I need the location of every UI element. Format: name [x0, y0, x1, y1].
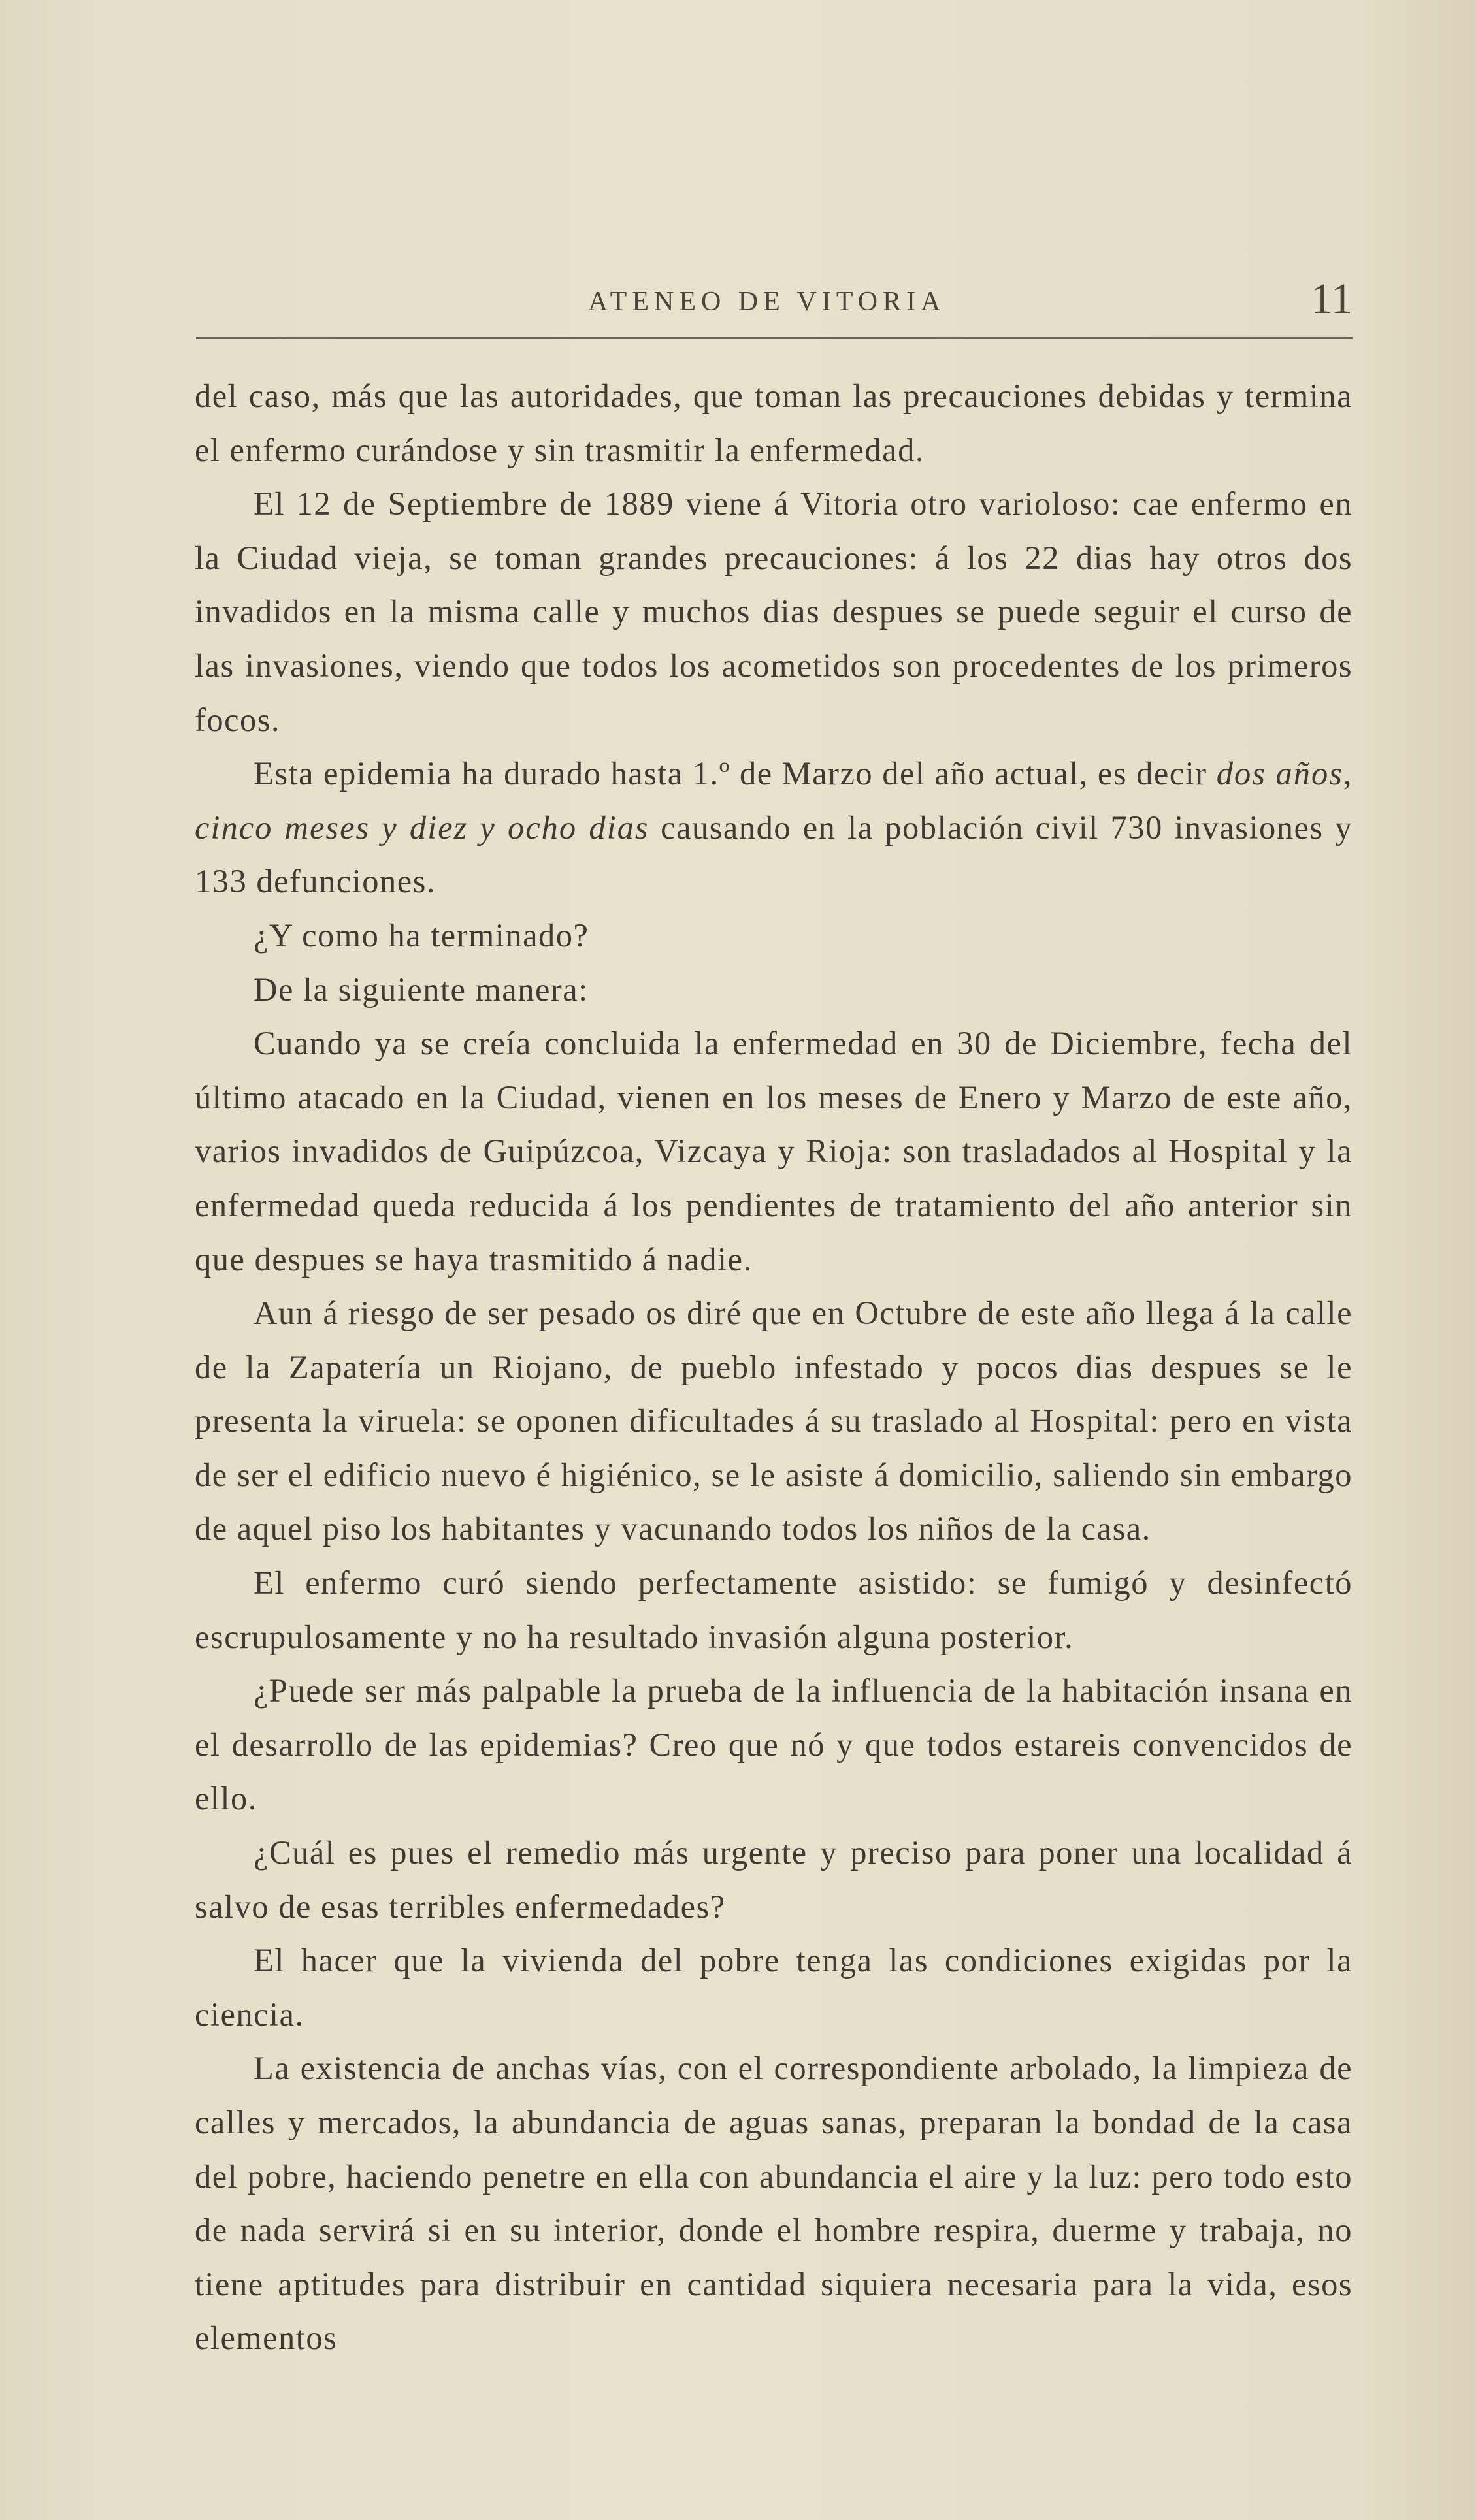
paragraph-text: , — [1343, 755, 1353, 792]
paragraph-continuation: del caso, más que las autoridades, que toman las precauciones debidas y termina el enfermo curándose y sin trasmitir la enfermedad. — [195, 378, 1353, 468]
header-rule — [196, 337, 1353, 339]
paragraph: ¿Puede ser más palpable la prueba de la influencia de la habitación insana en el desarrollo de las epidemias? Creo que nó y que todos estareis convencidos de ello. — [195, 1672, 1353, 1817]
paragraph: ¿Y como ha terminado? — [254, 916, 589, 954]
paragraph: El 12 de Septiembre de 1889 viene á Vitoria otro varioloso: cae enfermo en la Ciudad vieja, se toman grandes precauciones: á los 22 dias hay otros dos invadidos en la misma calle y muchos dias despues se puede seguir el curso de las invasiones, viendo que todos los acometidos son procedentes de los primeros focos. — [195, 485, 1353, 738]
page-header — [196, 274, 1353, 327]
paragraph: El enfermo curó siendo perfectamente asistido: se fumigó y desinfectó escrupulosamente y no ha resultado invasión alguna posterior. — [195, 1564, 1353, 1655]
paragraph-text: causando en la población civil 730 invasiones y 133 defunciones. — [195, 809, 1353, 900]
paragraph: El hacer que la vivienda del pobre tenga las condiciones exigidas por la ciencia. — [195, 1942, 1353, 2033]
paragraph: Aun á riesgo de ser pesado os diré que en Octubre de este año llega á la calle de la Zapatería un Riojano, de pueblo infestado y pocos dias despues se le presenta la viruela: se oponen dificultades á su traslado al Hospital: pero en vista de ser el edificio nuevo é higiénico, se le asiste á domicilio, saliendo sin embargo de aquel piso los habitantes y vacunando todos los niños de la casa. — [195, 1295, 1353, 1547]
page-number: 11 — [1311, 275, 1353, 323]
paragraph: ¿Cuál es pues el remedio más urgente y preciso para poner una localidad á salvo de esas terribles enfermedades? — [195, 1834, 1353, 1925]
paragraph: Cuando ya se creía concluida la enfermedad en 30 de Diciembre, fecha del último atacado en la Ciudad, vienen en los meses de Enero y Marzo de este año, varios invadidos de Guipúzcoa, Vizcaya y Rioja: son trasladados al Hospital y la enfermedad queda reducida á los pendientes de tratamiento del año anterior sin que despues se haya trasmitido á nadie. — [195, 1025, 1353, 1278]
paragraph-text: Esta epidemia ha durado hasta 1.º de Marzo del año actual, es decir — [254, 755, 1217, 792]
italic-phrase: cinco meses y diez y ocho dias — [195, 809, 649, 846]
italic-phrase: dos años — [1216, 755, 1343, 792]
running-title: ATENEO DE VITORIA — [588, 287, 946, 317]
paragraph: De la siguiente manera: — [254, 971, 589, 1008]
paragraph: La existencia de anchas vías, con el correspondiente arbolado, la limpieza de calles y mercados, la abundancia de aguas sanas, preparan la bondad de la casa del pobre, haciendo penetre en ella con abundancia el aire y la luz: pero todo esto de nada servirá si en su interior, donde el hombre respira, duerme y trabaja, no tiene aptitudes para distribuir en cantidad siquiera necesaria para la vida, esos elementos — [195, 2050, 1353, 2357]
paragraph-epidemic-duration — [195, 747, 1353, 909]
body-text — [195, 369, 1353, 2365]
